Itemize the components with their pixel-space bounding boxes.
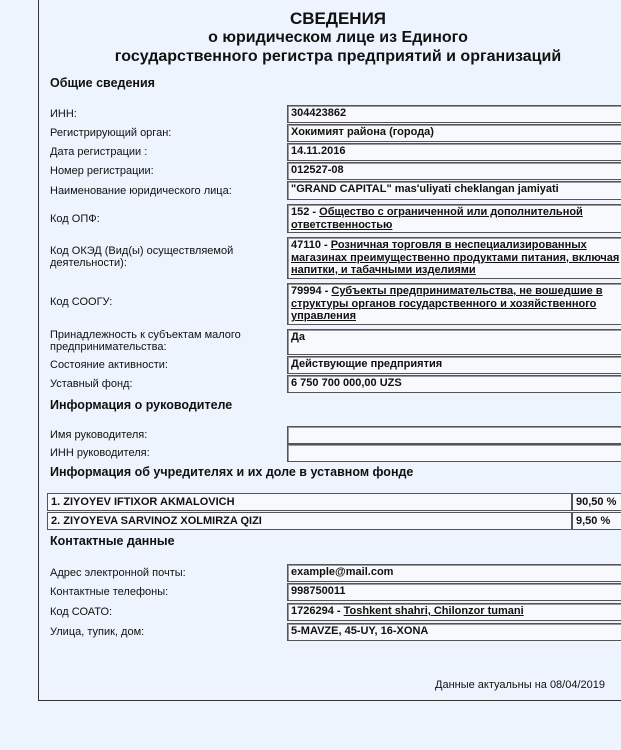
page-title: СВЕДЕНИЯ о юридическом лице из Единого государственного регистра предприятий и организаций: [114, 9, 562, 65]
field-value: [287, 426, 621, 444]
field-code: 79994 -: [291, 285, 332, 297]
field-value: [287, 444, 621, 462]
field-link[interactable]: Toshkent shahri, Chilonzor tumani: [343, 605, 524, 617]
field-text: Да: [291, 331, 305, 343]
field-text: Действующие предприятия: [291, 358, 443, 370]
field-label: Принадлежность к субъектам малого предпринимательства:: [50, 329, 241, 353]
field-label: Контактные телефоны:: [50, 586, 169, 598]
field-link[interactable]: Субъекты предпринимательства, не вошедшие в структуры органов государственного и хозяйственного управления: [291, 285, 603, 322]
field-label: Код ОПФ:: [50, 213, 100, 225]
field-label: Наименование юридического лица:: [50, 185, 232, 197]
field-label: Код СОАТО:: [50, 606, 113, 618]
field-label: ИНН руководителя:: [50, 447, 150, 459]
field-value: [287, 237, 621, 279]
section-contacts: Контактные данные: [50, 534, 175, 548]
field-label: ИНН:: [50, 108, 77, 120]
field-value: [287, 181, 621, 200]
field-label: Номер регистрации:: [50, 165, 154, 177]
section-general: Общие сведения: [50, 76, 155, 90]
section-director: Информация о руководителе: [50, 398, 233, 412]
field-value: [287, 105, 621, 123]
founder-name: 2. ZIYOYEVA SARVINOZ XOLMIRZA QIZI: [47, 512, 572, 530]
field-value: [287, 162, 621, 180]
data-date-note: Данные актуальны на 08/04/2019: [435, 679, 605, 691]
field-link[interactable]: Розничная торговля в неспециализированных магазинах преимущественно продуктами питания, включая напитки, и табачными изделиями: [291, 239, 620, 276]
founder-name: 1. ZIYOYEV IFTIXOR AKMALOVICH: [47, 493, 572, 511]
field-label: Состояние активности:: [50, 359, 168, 371]
field-label: Адрес электронной почты:: [50, 567, 186, 579]
field-value: [287, 356, 621, 374]
field-code: 152 -: [291, 206, 320, 218]
field-label: Дата регистрации :: [50, 146, 148, 158]
field-label: Имя руководителя:: [50, 429, 148, 441]
field-text: Хокимият района (города): [291, 126, 434, 138]
field-label: Улица, тупик, дом:: [50, 626, 145, 638]
field-label: Уставный фонд:: [50, 378, 133, 390]
field-text: 6 750 700 000,00 UZS: [291, 377, 402, 389]
field-text: 14.11.2016: [291, 145, 346, 157]
field-value: [287, 124, 621, 142]
field-code: 47110 -: [291, 239, 331, 251]
section-founders: Информация об учредителях и их доле в уставном фонде: [50, 465, 414, 479]
field-label: Регистрирующий орган:: [50, 127, 172, 139]
field-value: [287, 283, 621, 325]
field-value: [287, 329, 621, 355]
field-value: [287, 143, 621, 161]
field-code: 1726294 -: [291, 605, 344, 617]
field-text: "GRAND CAPITAL" mas'uliyati cheklangan jamiyati: [291, 183, 559, 195]
field-text: 5-MAVZE, 45-UY, 16-XONA: [291, 625, 429, 637]
field-value: [287, 204, 621, 233]
field-text: example@mail.com: [291, 566, 394, 578]
field-value: [287, 583, 621, 601]
founder-share: 90,50 %: [572, 493, 621, 511]
field-label: Код ОКЭД (Вид(ы) осуществляемой деятельности):: [50, 245, 234, 269]
founder-share: 9,50 %: [572, 512, 621, 530]
field-text: 012527-08: [291, 164, 344, 176]
field-label: Код СООГУ:: [50, 296, 113, 308]
field-value: [287, 603, 621, 621]
field-value: [287, 623, 621, 641]
field-text: 998750011: [291, 585, 346, 597]
field-link[interactable]: Общество с ограниченной или дополнительной ответственностью: [291, 206, 583, 231]
field-value: [287, 375, 621, 393]
field-value: [287, 564, 621, 582]
field-text: 304423862: [291, 107, 347, 119]
